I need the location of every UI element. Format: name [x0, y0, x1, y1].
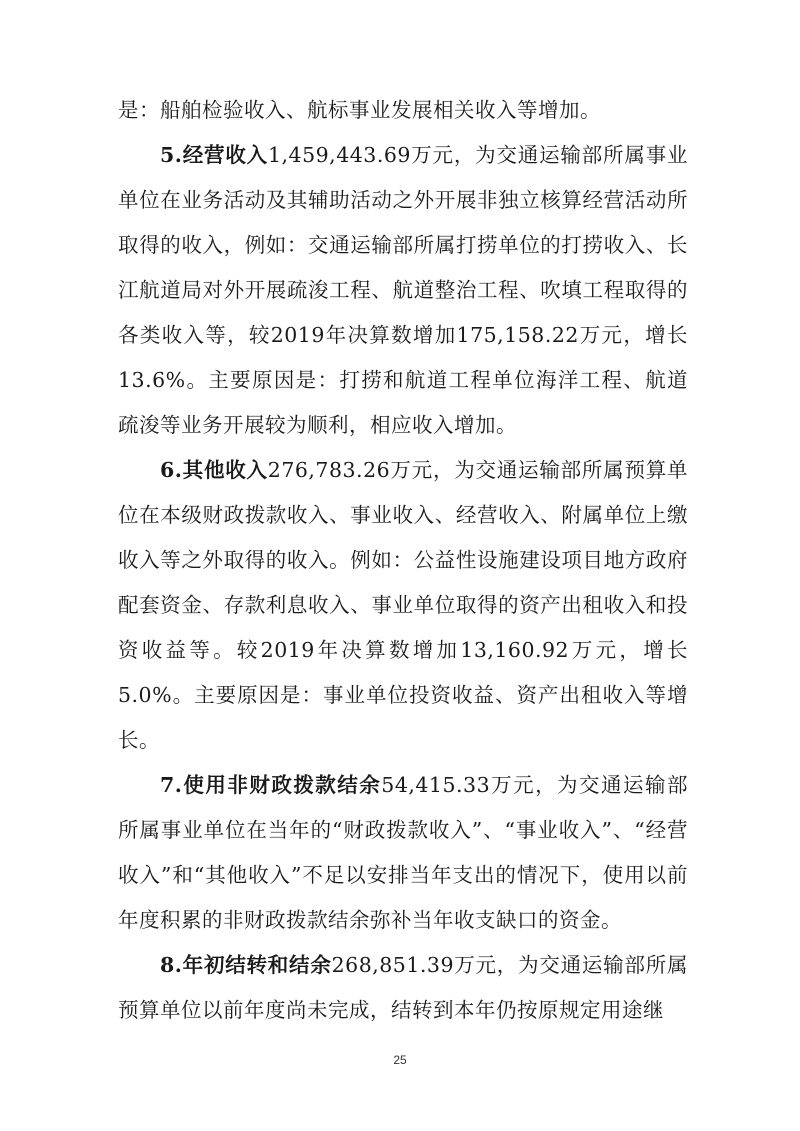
section-heading: 8.年初结转和结余: [160, 953, 332, 977]
body-text: [118, 88, 688, 1033]
section-heading: 6.其他收入: [160, 458, 268, 482]
paragraph-text: 268,851.39万元，为交通运输部所属预算单位以前年度尚未完成，结转到本年仍按原规定用途继: [118, 953, 689, 1022]
page-number: 25: [393, 1053, 407, 1067]
paragraph-carryover: [118, 943, 688, 1033]
paragraph-text: 1,459,443.69万元，为交通运输部所属事业单位在业务活动及其辅助活动之外开展非独立核算经营活动所取得的收入，例如：交通运输部所属打捞单位的打捞收入、长江航道局对外开展疏浚工程、航道整治工程、吹填工程取得的各类收入等，较2019年决算数增加175,158.22万元，增长13.6%。主要原因是：打捞和航道工程单位海洋工程、航道疏浚等业务开展较为顺利，相应收入增加。: [118, 143, 689, 437]
paragraph-non-fiscal-balance: [118, 763, 688, 943]
paragraph-continuation: [118, 88, 688, 133]
paragraph-text: 是：船舶检验收入、航标事业发展相关收入等增加。: [118, 98, 601, 122]
paragraph-other-income: [118, 448, 688, 763]
section-heading: 5.经营收入: [160, 143, 268, 167]
section-heading: 7.使用非财政拨款结余: [160, 773, 382, 797]
paragraph-operating-income: [118, 133, 688, 448]
paragraph-text: 54,415.33万元，为交通运输部所属事业单位在当年的“财政拨款收入”、“事业收入”、“经营收入”和“其他收入”不足以安排当年支出的情况下，使用以前年度积累的非财政拨款结余弥补当年收支缺口的资金。: [118, 773, 688, 932]
paragraph-text: 276,783.26万元，为交通运输部所属预算单位在本级财政拨款收入、事业收入、经营收入、附属单位上缴收入等之外取得的收入。例如：公益性设施建设项目地方政府配套资金、存款利息收入、事业单位取得的资产出租收入和投资收益等。较2019年决算数增加13,160.92万元，增长5.0%。主要原因是：事业单位投资收益、资产出租收入等增长。: [118, 458, 689, 752]
